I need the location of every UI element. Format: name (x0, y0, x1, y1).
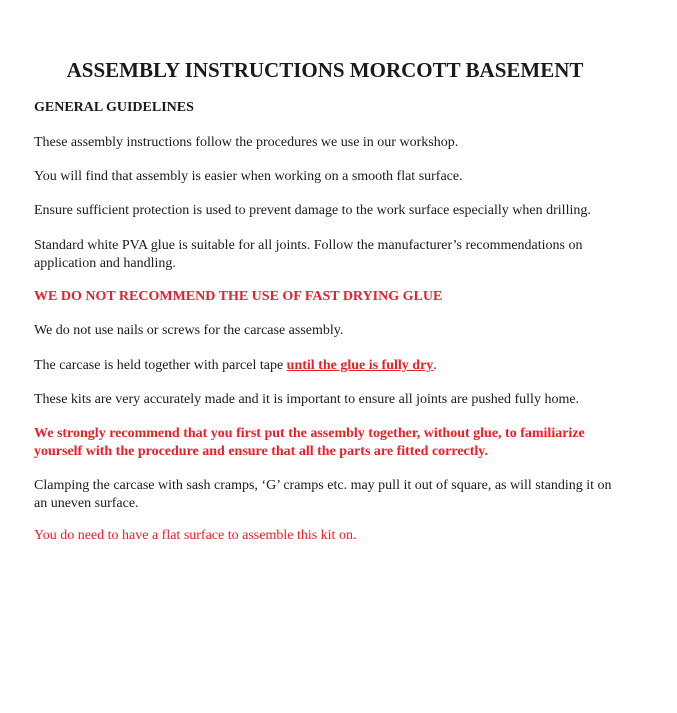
glue-dry-emphasis: until the glue is fully dry (286, 358, 434, 373)
paragraph-workshop-procedures: These assembly instructions follow the procedures we use in our workshop. (34, 135, 459, 150)
paragraph-flat-surface: You will find that assembly is easier when working on a smooth flat surface. (34, 169, 463, 184)
note-flat-surface: You do need to have a flat surface to assemble this kit on. (34, 528, 357, 543)
paragraph-pva-glue: Standard white PVA glue is suitable for all joints. Follow the manufacturer’s recommendations on application and handling. (34, 238, 583, 271)
parcel-tape-period: . (433, 358, 437, 373)
parcel-tape-text: The carcase is held together with parcel tape (34, 358, 287, 373)
recommendation-dry-assembly: We strongly recommend that you first put the assembly together, without glue, to familiarize yourself with the procedure and ensure that all the parts are fitted correctly. (34, 426, 585, 459)
paragraph-clamping: Clamping the carcase with sash cramps, ‘G’ cramps etc. may pull it out of square, as will standing it on an uneven surface. (34, 478, 612, 511)
paragraph-joints-home: These kits are very accurately made and it is important to ensure all joints are pushed fully home. (34, 392, 580, 407)
paragraph-parcel-tape (34, 357, 614, 375)
document-title: ASSEMBLY INSTRUCTIONS MORCOTT BASEMENT (66, 58, 584, 82)
paragraph-no-nails: We do not use nails or screws for the carcase assembly. (34, 323, 344, 338)
paragraph-protection: Ensure sufficient protection is used to prevent damage to the work surface especially when drilling. (34, 203, 591, 218)
warning-fast-drying-glue: WE DO NOT RECOMMEND THE USE OF FAST DRYING GLUE (34, 289, 443, 304)
section-heading-general-guidelines: GENERAL GUIDELINES (34, 100, 194, 115)
